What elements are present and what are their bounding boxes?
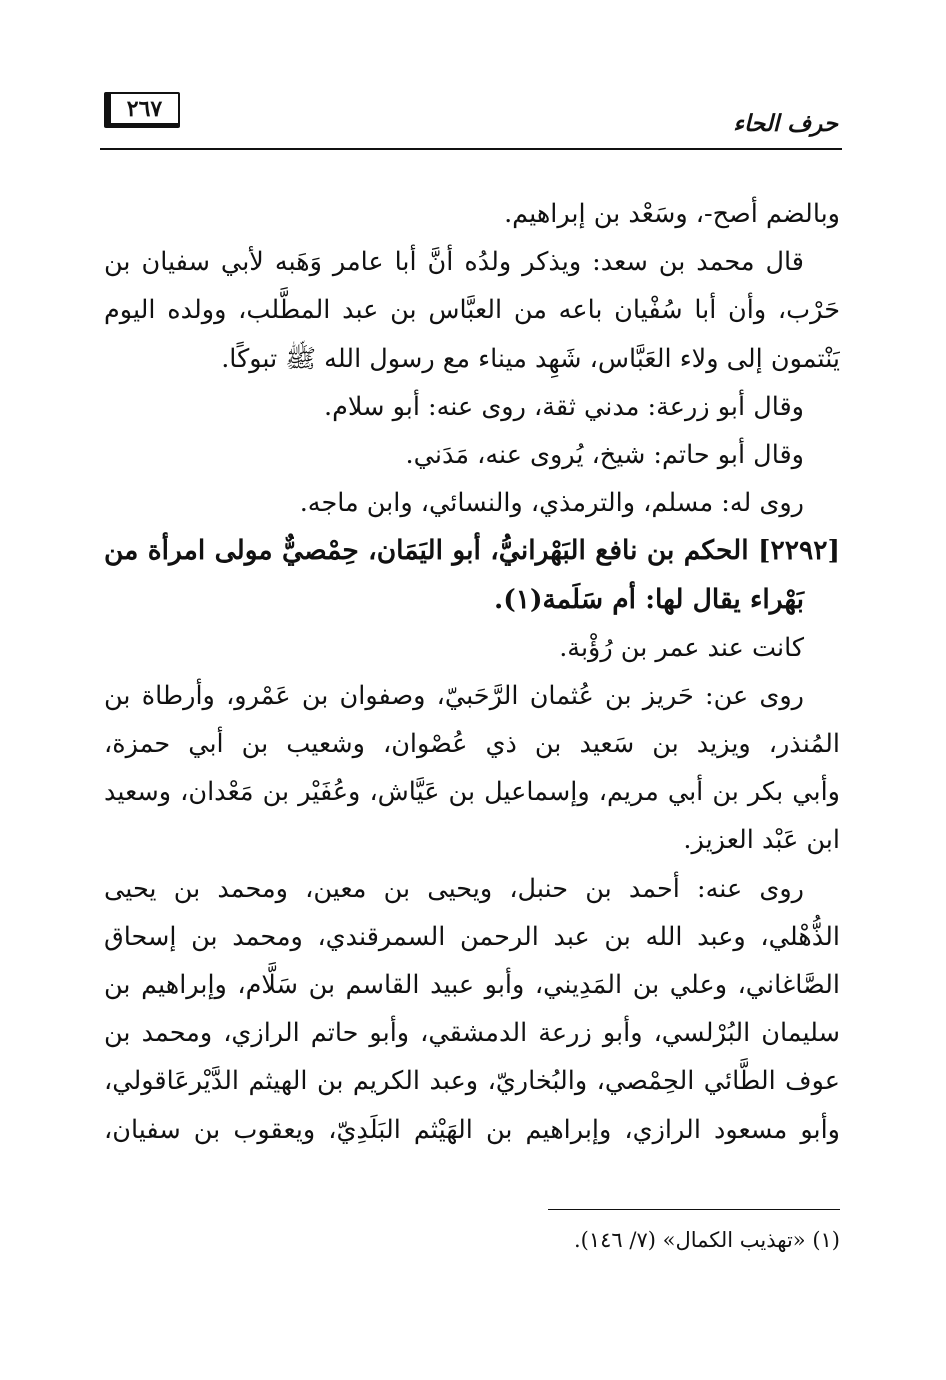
main-text [104,190,840,1154]
page-header [100,88,842,150]
text-line: روى له: مسلم، والترمذي، والنسائي، وابن ماجه. [299,488,804,519]
chapter-title: حرف الحاء [733,110,838,137]
text-line: وقال أبو زرعة: مدني ثقة، روى عنه: أبو سلام. [324,391,804,422]
page-number-box [104,92,180,128]
text-line: وأبي بكر بن أبي مريم، وإسماعيل بن عَيَّاش، وعُفَيْر بن مَعْدان، وسعيد [104,777,840,808]
text-line: وقال أبو حاتم: شيخ، يُروى عنه، مَدَني. [405,439,804,470]
text-line: سليمان البُرْلسي، وأبو زرعة الدمشقي، وأبو حاتم الرازي، ومحمد بن [104,1018,840,1049]
text-line: [٢٢٩٢] الحكم بن نافع البَهْرانيُّ، أبو اليَمَان، حِمْصيٌّ مولى امرأة من [104,535,840,567]
footnote-separator [548,1209,840,1210]
text-line: كانت عند عمر بن رُؤْبة. [559,632,804,663]
text-line: روى عنه: أحمد بن حنبل، ويحيى بن معين، ومحمد بن يحيى [104,873,804,904]
text-line: ابن عَبْد العزيز. [683,825,840,856]
text-line: قال محمد بن سعد: ويذكر ولدُه أنَّ أبا عامر وَهَبه لأبي سفيان بن [104,247,804,278]
text-line: المُنذر، ويزيد بن سَعيد بن ذي عُصْوان، وشعيب بن أبي حمزة، [104,729,840,760]
header-rule [100,148,842,150]
text-line: وبالضم أصح-، وسَعْد بن إبراهيم. [504,199,840,229]
text-line: الذُّهْلي، وعبد الله بن عبد الرحمن السمرقندي، ومحمد بن إسحاق [104,921,840,952]
page-number: ٢٦٧ [126,95,163,122]
text-line: روى عن: حَريز بن عُثمان الرَّحَبيّ، وصفوان بن عَمْرو، وأرطاة بن [104,680,804,711]
text-line: عوف الطَّائي الحِمْصي، والبُخاريّ، وعبد الكريم بن الهيثم الدَّيْرعَاقولي، [104,1066,840,1097]
text-line: وأبو مسعود الرازي، وإبراهيم بن الهَيْثم البَلَدِيّ، ويعقوب بن سفيان، [104,1114,840,1145]
text-line: حَرْب، وأن أبا سُفْيان باعه من العبَّاس بن عبد المطَّلب، وولده اليوم [104,295,840,326]
text-line: بَهْراء يقال لها: أم سَلَمة(١). [493,583,804,615]
footnote: (١) «تهذيب الكمال» (٧/ ١٤٦). [574,1228,840,1252]
text-line: يَنْتمون إلى ولاء العَبَّاس، شَهِد ميناء مع رسول الله ﷺ تبوكًا. [221,343,840,374]
text-line: الصَّاغاني، وعلي بن المَدِيني، وأبو عبيد القاسم بن سَلَّام، وإبراهيم بن [104,970,840,1000]
